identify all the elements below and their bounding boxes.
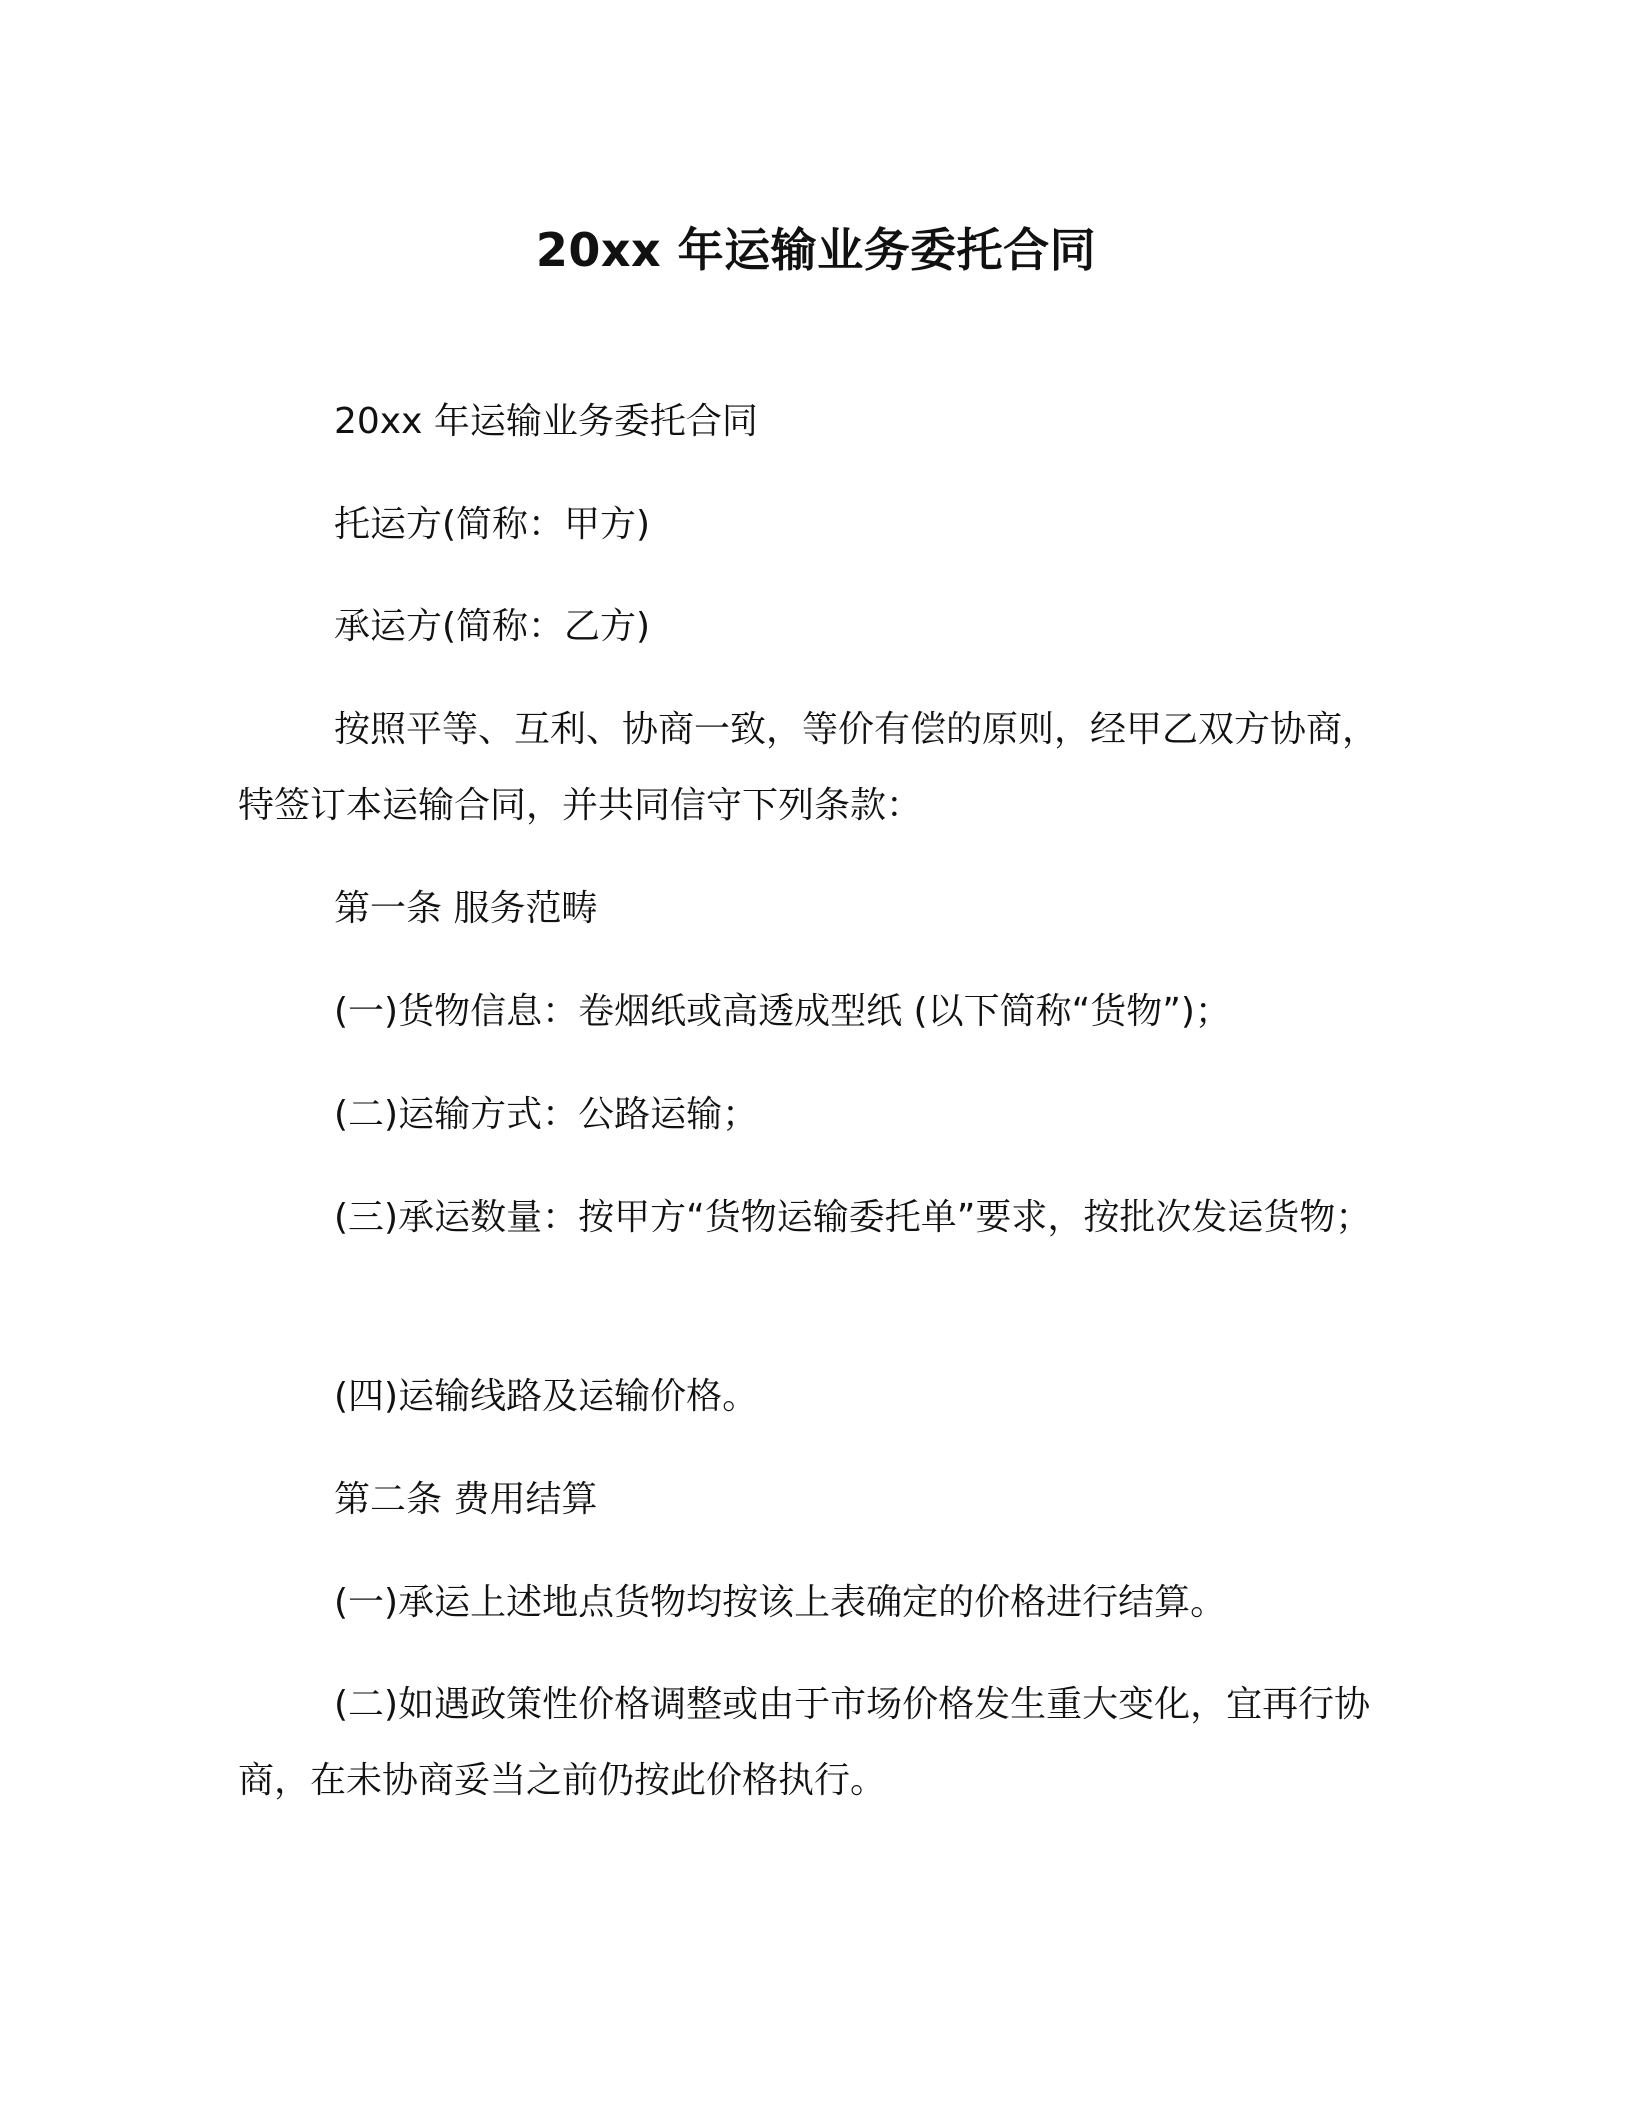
document-title: 20xx 年运输业务委托合同 <box>535 223 1097 277</box>
article-1-item-4: (四)运输线路及运输价格。 <box>334 1376 759 1417</box>
article-2-item-1: (一)承运上述地点货物均按该上表确定的价格进行结算。 <box>334 1582 1227 1623</box>
article-1-item-1: (一)货物信息：卷烟纸或高透成型纸 (以下简称“货物”)； <box>334 991 1231 1032</box>
article-1-item-3: (三)承运数量：按甲方“货物运输委托单”要求，按批次发运货物； <box>334 1197 1372 1238</box>
paragraph-subtitle: 20xx 年运输业务委托合同 <box>334 401 758 442</box>
article-2-heading: 第二条 费用结算 <box>334 1479 598 1520</box>
article-1-item-2: (二)运输方式：公路运输； <box>334 1094 759 1135</box>
article-2-item-2: (二)如遇政策性价格调整或由于市场价格发生重大变化，宜再行协商，在未协商妥当之前仍按此价格执行。 <box>238 1684 1371 1801</box>
paragraph-consignor: 托运方(简称：甲方) <box>334 504 651 545</box>
article-1-heading: 第一条 服务范畴 <box>334 888 598 929</box>
paragraph-carrier: 承运方(简称：乙方) <box>334 606 651 647</box>
paragraph-preamble: 按照平等、互利、协商一致，等价有偿的原则，经甲乙双方协商，特签订本运输合同，并共同信守下列条款： <box>238 709 1379 826</box>
